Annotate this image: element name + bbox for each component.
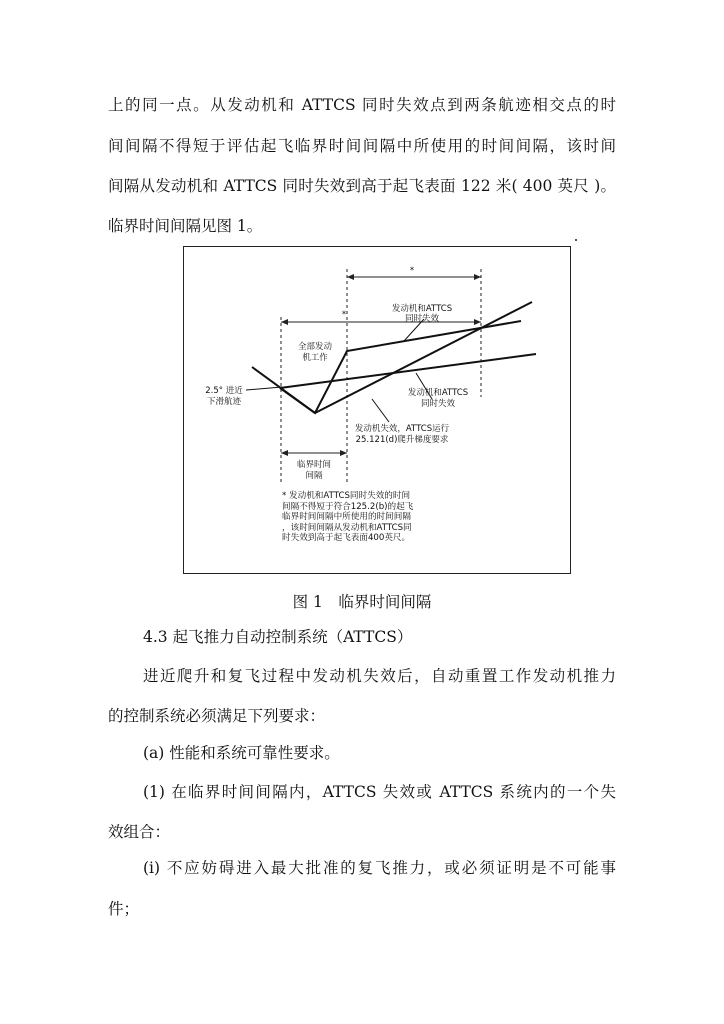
arrow-right-top <box>474 274 481 280</box>
paragraph-1-line-4: 临界时间间隔见图 1。 <box>108 217 263 235</box>
paragraph-2-line-1: 进近爬升和复飞过程中发动机失效后，自动重置工作发动机推力 <box>143 667 616 685</box>
arrow-left-bottom <box>281 450 288 456</box>
asterisk-mid: * <box>341 310 347 320</box>
asterisk-top: * <box>409 266 415 276</box>
label-simultaneous-failure-2: 同时失效 <box>404 314 440 324</box>
item-1-line-2: 效组合： <box>108 823 171 841</box>
figure-note-line: * 发动机和ATTCS同时失效的时间 <box>282 491 411 501</box>
item-a: (a) 性能和系统可靠性要求。 <box>143 744 340 762</box>
critical-interval-figure <box>183 246 571 574</box>
figure-note-line: 间隔不得短于符合125.2(b)的起飞 <box>282 501 414 512</box>
item-1-line-1: (1) 在临界时间间隔内，ATTCS 失效或 ATTCS 系统内的一个失 <box>143 783 616 801</box>
label-critical-interval-2: 间隔 <box>305 471 323 481</box>
figure-note-line: 时失效到高于起飞表面400英尺。 <box>282 533 411 543</box>
label-critical-interval-1: 临界时间 <box>296 460 332 470</box>
label-all-engines-2: 机工作 <box>302 353 328 363</box>
section-heading: 4.3 起飞推力自动控制系统（ATTCS） <box>143 628 413 646</box>
paragraph-2-line-2: 的控制系统必须满足下列要求： <box>108 707 326 725</box>
figure-note-line: ，该时间间隔从发动机和ATTCS同 <box>282 522 412 533</box>
paragraph-1-line-1: 上的同一点。从发动机和 ATTCS 同时失效点到两条航迹相交点的时 <box>108 96 616 114</box>
label-all-engines-1: 全部发动 <box>297 342 333 352</box>
descent-segment <box>280 388 315 413</box>
figure-note-line: 临界时间间隔中所使用的时间间隔 <box>282 512 411 522</box>
paragraph-1-line-3: 间隔从发动机和 ATTCS 同时失效到高于起飞表面 122 米( 400 英尺 )。 <box>108 177 616 195</box>
label-approach-1: 2.5° 进近 <box>205 386 243 396</box>
stray-dot <box>575 239 577 241</box>
figure-note <box>282 491 472 544</box>
arrow-left-mid <box>281 319 288 325</box>
label-engine-failure-2: 25.121(d)爬升梯度要求 <box>355 435 449 445</box>
item-i-line-2: 件； <box>108 900 140 918</box>
label-engine-failure-1: 发动机失效，ATTCS运行 <box>354 424 450 434</box>
leader-engine-failure <box>372 399 389 422</box>
label-simultaneous-failure-lower-2: 同时失效 <box>420 399 456 409</box>
leader-approach <box>246 387 282 390</box>
arrow-left-top <box>347 274 354 280</box>
arrow-right-mid <box>474 319 481 325</box>
figure-caption: 图 1 临界时间间隔 <box>292 593 432 611</box>
arrow-right-bottom <box>340 450 347 456</box>
paragraph-1-line-2: 间间隔不得短于评估起飞临界时间间隔中所使用的时间间隔，该时间 <box>108 137 616 155</box>
label-simultaneous-failure-1: 发动机和ATTCS <box>391 304 453 314</box>
label-approach-2: 下滑航迹 <box>206 397 242 407</box>
item-i-line-1: (i) 不应妨碍进入最大批准的复飞推力，或必须证明是不可能事 <box>143 859 616 877</box>
label-simultaneous-failure-lower-1: 发动机和ATTCS <box>407 388 469 398</box>
